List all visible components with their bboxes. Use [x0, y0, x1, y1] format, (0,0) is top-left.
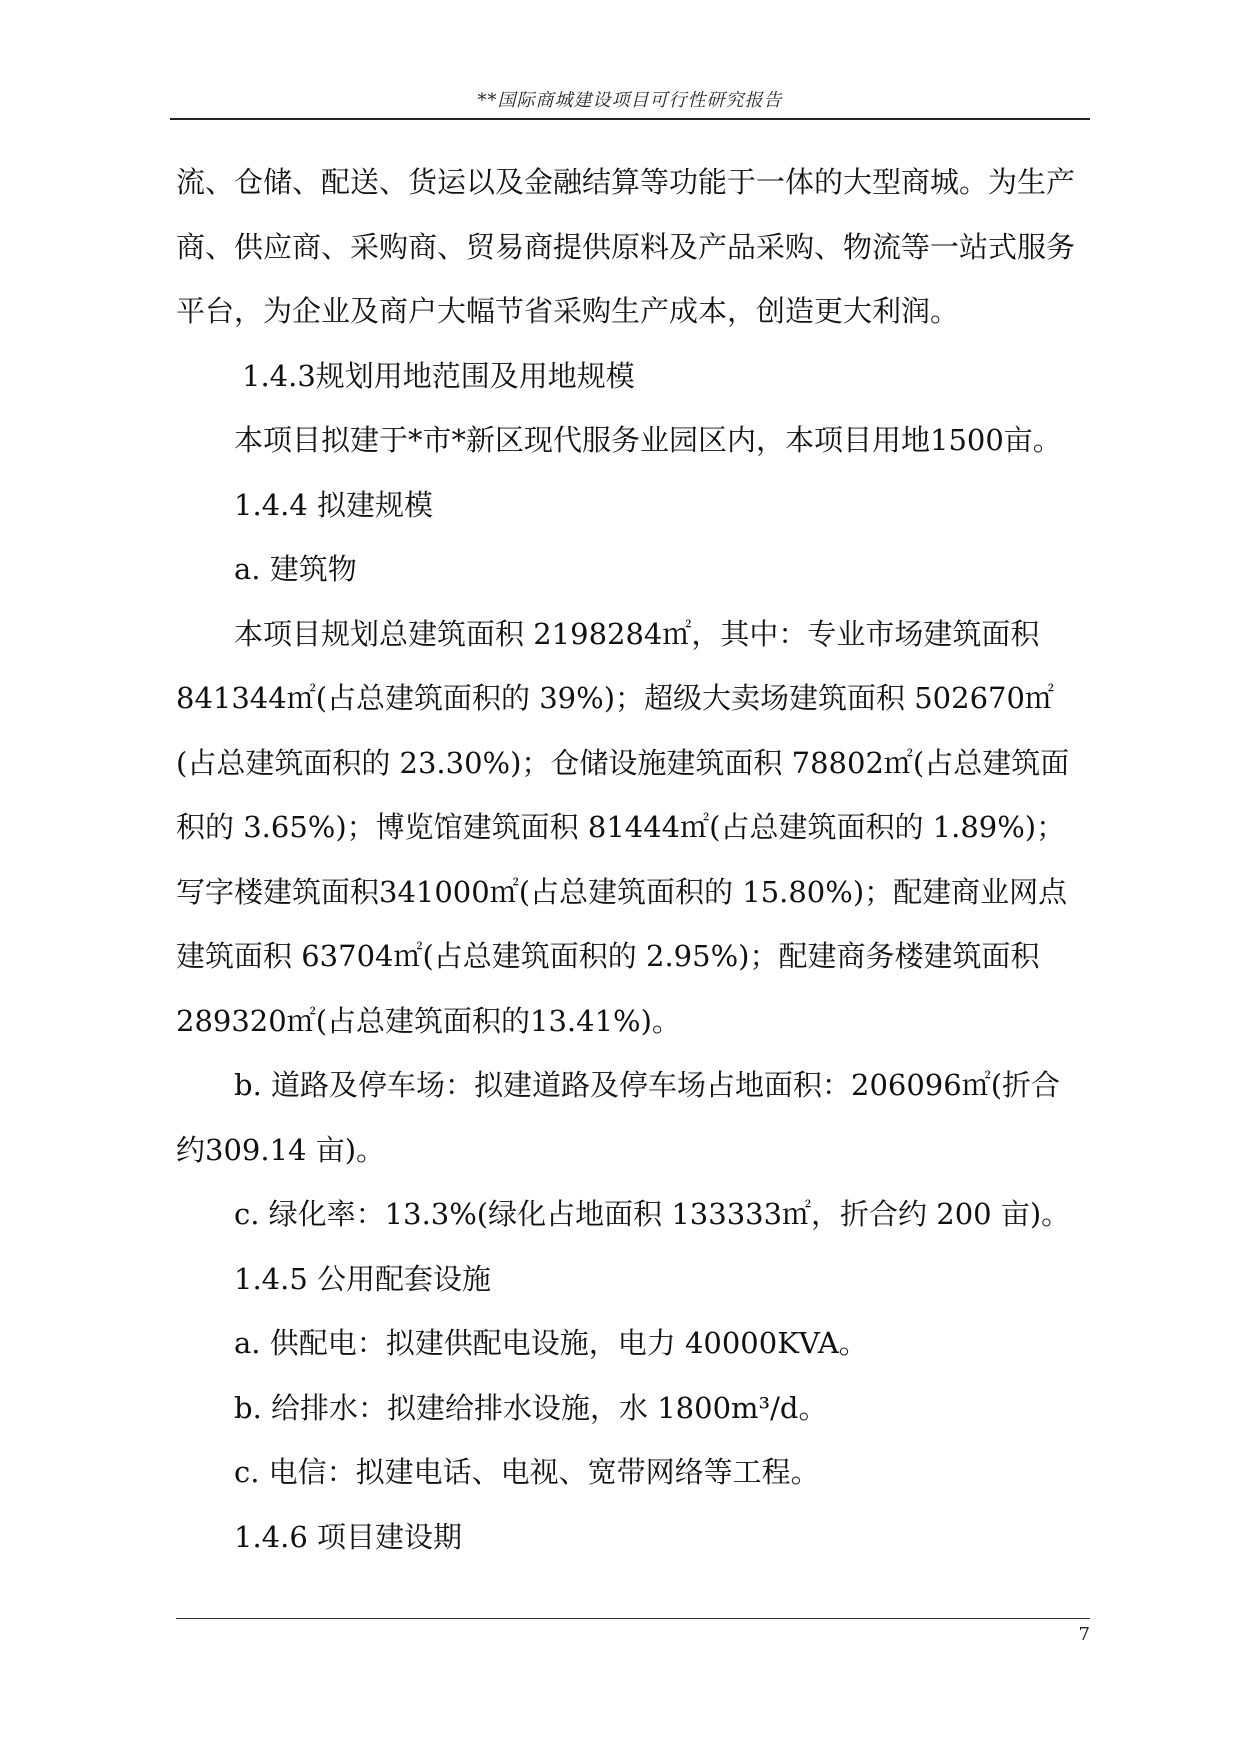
- item-telecom: c. 电信：拟建电话、电视、宽带网络等工程。: [234, 1455, 820, 1489]
- section-heading-1-4-6: 1.4.6 项目建设期: [234, 1519, 463, 1554]
- subheading-buildings: a. 建筑物: [234, 552, 357, 586]
- page-number: 7: [1078, 1624, 1090, 1645]
- item-water-supply: b. 给排水：拟建给排水设施，水 1800m³/d。: [234, 1390, 828, 1425]
- paragraph-roads-parking: b. 道路及停车场：拟建道路及停车场占地面积：206096㎡(折合约309.14 亩)。: [176, 1068, 1061, 1167]
- paragraph-building-areas: 本项目规划总建筑面积 2198284㎡，其中：专业市场建筑面积841344㎡(占总建筑面积的 39%)；超级大卖场建筑面积 502670㎡(占总建筑面积的 23.30%)；仓储设施建筑面积 78802㎡(占总建筑面积的 3.65%)；博览馆建筑面积 81444㎡(占总建筑面积的 1.89%)；写字楼建筑面积341000㎡(占总建筑面积的 15.80%)；配建商业网点建筑面积 63704㎡(占总建筑面积的 2.95%)；配建商务楼建筑面积 289320㎡(占总建筑面积的13.41%)。: [176, 616, 1070, 1038]
- section-heading-1-4-4: 1.4.4 拟建规模: [234, 487, 434, 522]
- section-heading-1-4-5: 1.4.5 公用配套设施: [234, 1261, 492, 1296]
- paragraph-intro-continuation: 流、仓储、配送、货运以及金融结算等功能于一体的大型商城。为生产商、供应商、采购商、贸易商提供原料及产品采购、物流等一站式服务平台，为企业及商户大幅节省采购生产成本，创造更大利润。: [176, 165, 1076, 328]
- running-header-title: **国际商城建设项目可行性研究报告: [477, 90, 783, 111]
- section-heading-1-4-3: 1.4.3规划用地范围及用地规模: [242, 358, 635, 393]
- header-divider: [170, 118, 1090, 120]
- footer-divider: [176, 1618, 1090, 1619]
- paragraph-greening-rate: c. 绿化率：13.3%(绿化占地面积 133333㎡，折合约 200 亩)。: [234, 1197, 1071, 1231]
- document-body: [176, 150, 1084, 1569]
- item-power-supply: a. 供配电：拟建供配电设施，电力 40000KVA。: [234, 1326, 868, 1360]
- paragraph-site-location: 本项目拟建于*市*新区现代服务业园区内，本项目用地1500亩。: [234, 423, 1062, 457]
